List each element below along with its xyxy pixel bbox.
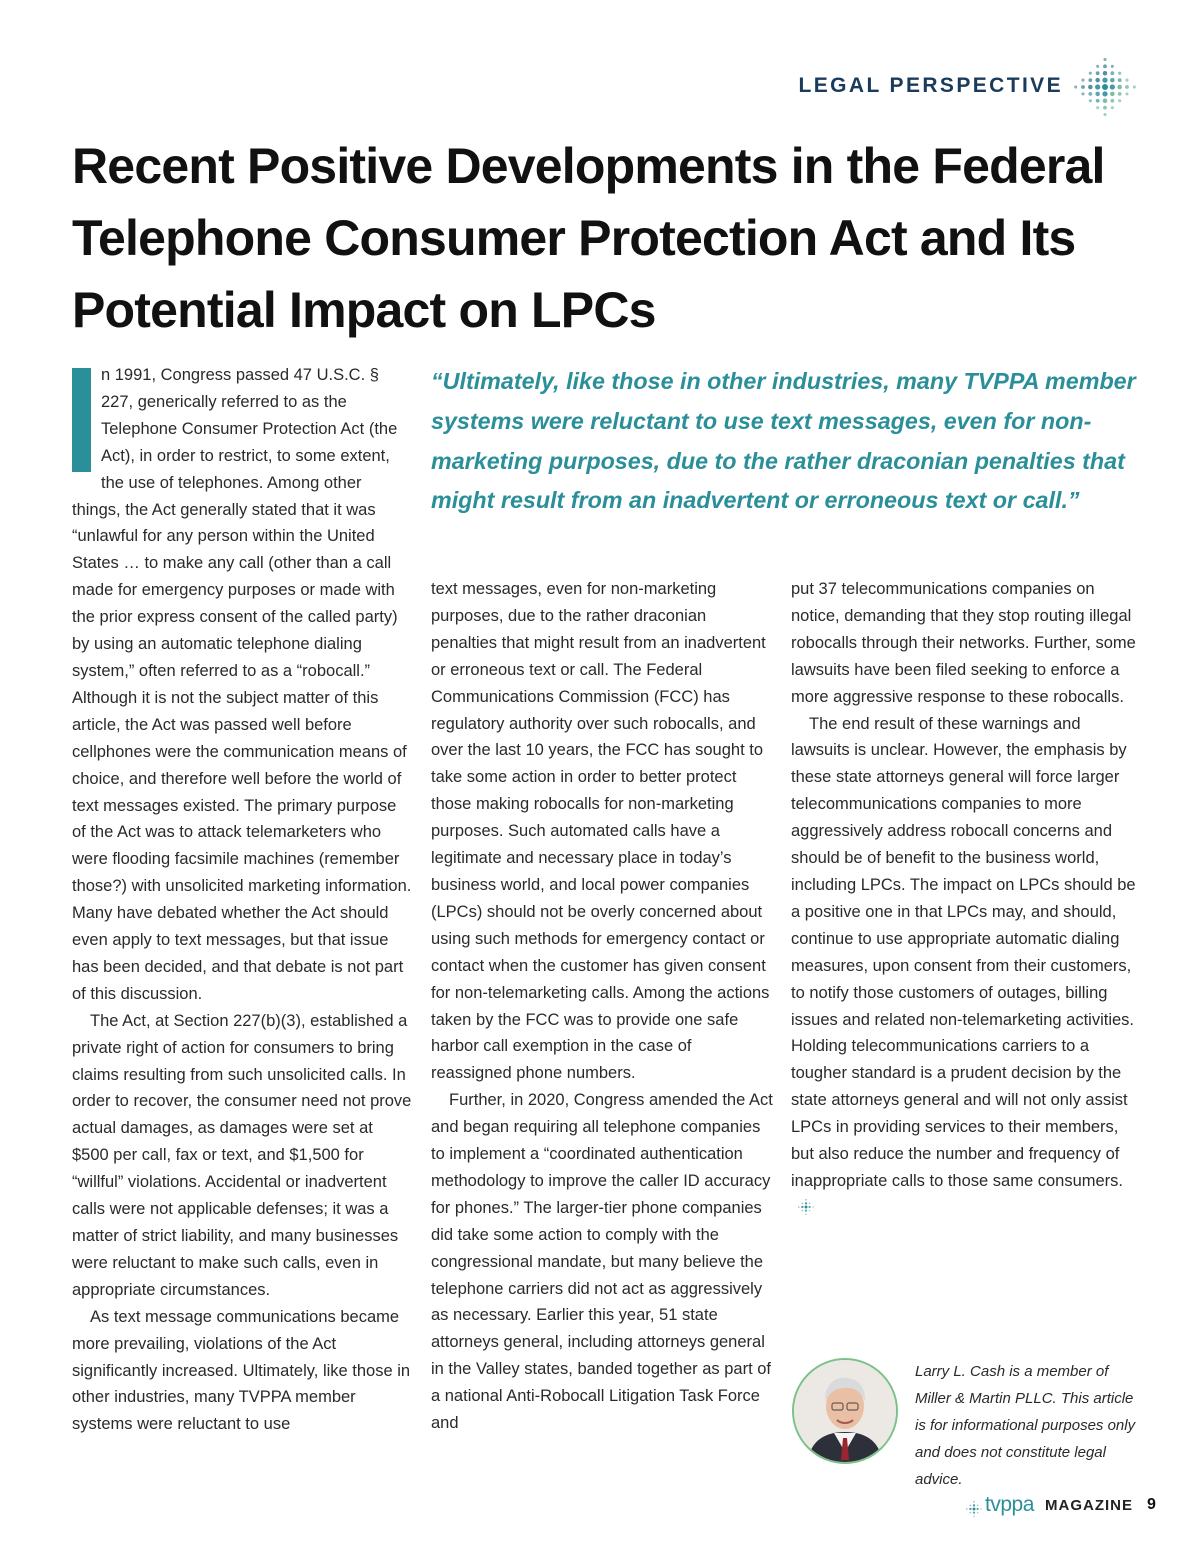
dot-cluster-end-icon [797,1198,815,1216]
paragraph: Further, in 2020, Congress amended the Act and began requiring all telephone companies to implement a “coordinated authentication methodology to improve the caller ID accuracy for phones.” The larger-tier phone companies did take some action to comply with the congressional mandate, but many believe the telephone carriers did not act as aggressively as necessary. Earlier this year, 51 state attorneys general, including attorneys general in the Valley states, banded together as part of a national Anti-Robocall Litigation Task Force and [431,1091,773,1433]
paragraph: n 1991, Congress passed 47 U.S.C. § 227, generically referred to as the Telephone Consumer Protection Act (the Act), in order to restrict, to some extent, the use of telephones. Among other things, the Act generally stated that it was “unlawful for any person within the United States … to make any call (other than a call made for emergency purposes or made with the prior express consent of the called party) by using an automatic telephone dialing system,” often referred to as a “robocall.” Although it is not the subject matter of this article, the Act was passed well before cellphones were the communication means of choice, and therefore well before the world of text messages existed. The primary purpose of the Act was to attack telemarketers who were flooding facsimile machines (remember those?) with unsolicited marketing information. Many have debated whether the Act should even apply to text messages, but that issue has been decided, and that debate is not part of this discussion. [72,366,412,1003]
author-portrait-icon [794,1360,896,1462]
logo-dot [1125,79,1128,82]
paragraph: The Act, at Section 227(b)(3), established a private right of action for consumers to bring claims resulting from such unsolicited calls. In order to recover, the consumer need not prove actual damages, as damages were set at $500 per call, fax or text, and $1,500 for “willful” violations. Accidental or inadvertent calls were not applicable defenses; it was a matter of strict liability, and many businesses were reluctant to make such calls, even in appropriate circumstances. [72,1011,412,1299]
logo-dot [980,1508,982,1510]
logo-dot [1125,92,1128,95]
article-column-1 [72,362,412,1438]
logo-dot [973,1515,975,1517]
page-number: 9 [1147,1496,1156,1513]
logo-dot [1103,64,1107,68]
logo-dot [1110,78,1115,83]
logo-dot [1103,99,1108,104]
logo-dot [970,1505,972,1507]
logo-dot [1081,85,1085,89]
logo-dot [977,1512,979,1514]
logo-dot [1118,92,1122,96]
logo-dot [1089,99,1092,102]
logo-dot [966,1508,968,1510]
logo-dot [970,1512,972,1514]
article-title: Recent Positive Developments in the Federal Telephone Consumer Protection Act and Its Potential Impact on LPCs [72,138,1105,338]
article-column-2 [431,576,776,1437]
logo-dot [798,1206,800,1208]
logo-dot [809,1210,811,1212]
logo-dot [1096,106,1099,109]
logo-dot [801,1206,803,1208]
logo-dot [1110,99,1114,103]
logo-dot [973,1511,975,1513]
logo-dot [1088,78,1092,82]
logo-dot [1088,92,1092,96]
paragraph: text messages, even for non-marketing purposes, due to the rather draconian penalties that might result from an inadvertent or erroneous text or call. The Federal Communications Commission (FCC) has regulatory authority over such robocalls, and over the last 10 years, the FCC has sought to take some action in order to better protect those making robocalls for non-marketing purposes. Such automated calls have a legitimate and necessary place in today’s business world, and local power companies (LPCs) should not be overly concerned about using such methods for emergency contact or contact when the customer has given consent for non-telemarketing calls. Among the actions taken by the FCC was to provide one safe harbor call exemption in the case of reassigned phone numbers. [431,580,770,1083]
logo-dot [1110,92,1115,97]
logo-dot [1081,79,1084,82]
paragraph-text: The end result of these warnings and lawsuits is unclear. However, the emphasis by these state attorneys general will force larger telecommunications companies to more aggressively address robocall concerns and should be of benefit to the business world, including LPCs. The impact on LPCs should be a positive one in that LPCs may, and should, continue to use appropriate automatic dialing measures, upon consent from their customers, to notify those customers of outages, billing issues and related non-telemarketing activities. Holding telecommunications carriers to a tougher standard is a prudent decision by the state attorneys general and will not only assist LPCs in providing services to their members, but also reduce the number and frequency of inappropriate calls to those same consumers. [791,714,1136,1190]
logo-dot [1103,106,1107,110]
paragraph: As text message communications became more prevailing, violations of the Act significantly increased. Ultimately, like those in other industries, many TVPPA member systems were reluctant to use [72,1307,411,1434]
logo-dot [1096,99,1100,103]
logo-dot [805,1209,807,1211]
logo-dot [1125,85,1129,89]
logo-dot [1117,85,1122,90]
footer-magazine: MAGAZINE [1045,1497,1133,1514]
logo-dot [973,1508,976,1511]
logo-dot [1103,71,1108,76]
dot-cluster-footer-icon [965,1500,983,1518]
logo-dot [976,1508,978,1510]
logo-dot [969,1508,971,1510]
logo-dot [1095,92,1100,97]
paragraph: put 37 telecommunications companies on notice, demanding that they stop routing illegal robocalls through their networks. Further, some lawsuits have been filed seeking to enforce a more aggressive response to these robocalls. [791,580,1136,706]
logo-dot [805,1202,807,1204]
logo-dot [1133,85,1136,88]
logo-dot [1103,113,1106,116]
logo-dot [1111,65,1114,68]
logo-dot [802,1210,804,1212]
logo-dot [809,1202,811,1204]
logo-dot [1095,78,1100,83]
logo-dot [1088,85,1093,90]
logo-dot [1096,65,1099,68]
paragraph [791,711,1136,1222]
section-label: LEGAL PERSPECTIVE [798,74,1063,97]
logo-dot [973,1501,975,1503]
logo-dot [1074,85,1077,88]
article-column-3 [791,576,1136,1222]
logo-dot [805,1205,808,1208]
logo-dot [808,1206,810,1208]
logo-dot [977,1505,979,1507]
logo-dot [1111,106,1114,109]
footer-brand: tvppa [985,1493,1034,1516]
logo-dot [1089,72,1092,75]
logo-dot [1110,71,1114,75]
logo-dot [805,1213,807,1215]
pull-quote: “Ultimately, like those in other industries, many TVPPA member systems were reluctant to use text messages, even for non-marketing purposes, due to the rather draconian penalties that might result from an inadvertent or erroneous text or call.” [431,368,1136,514]
logo-dot [1081,92,1084,95]
drop-cap [72,368,91,472]
logo-dot [1102,77,1107,82]
logo-dot [1096,71,1100,75]
logo-dot [802,1202,804,1204]
logo-dot [1095,84,1100,89]
logo-dot [1118,78,1122,82]
logo-dot [1102,91,1107,96]
logo-dot [973,1504,975,1506]
logo-dot [1103,58,1106,61]
logo-dot [805,1199,807,1201]
author-bio: Larry L. Cash is a member of Miller & Martin PLLC. This article is for informational purposes only and does not constitute legal advice. [915,1363,1136,1488]
logo-dot [1118,99,1121,102]
dot-cluster-icon [1072,56,1138,118]
logo-dot [1102,84,1108,90]
author-portrait [792,1358,898,1464]
logo-dot [1118,72,1121,75]
logo-dot [812,1206,814,1208]
logo-dot [1110,84,1115,89]
